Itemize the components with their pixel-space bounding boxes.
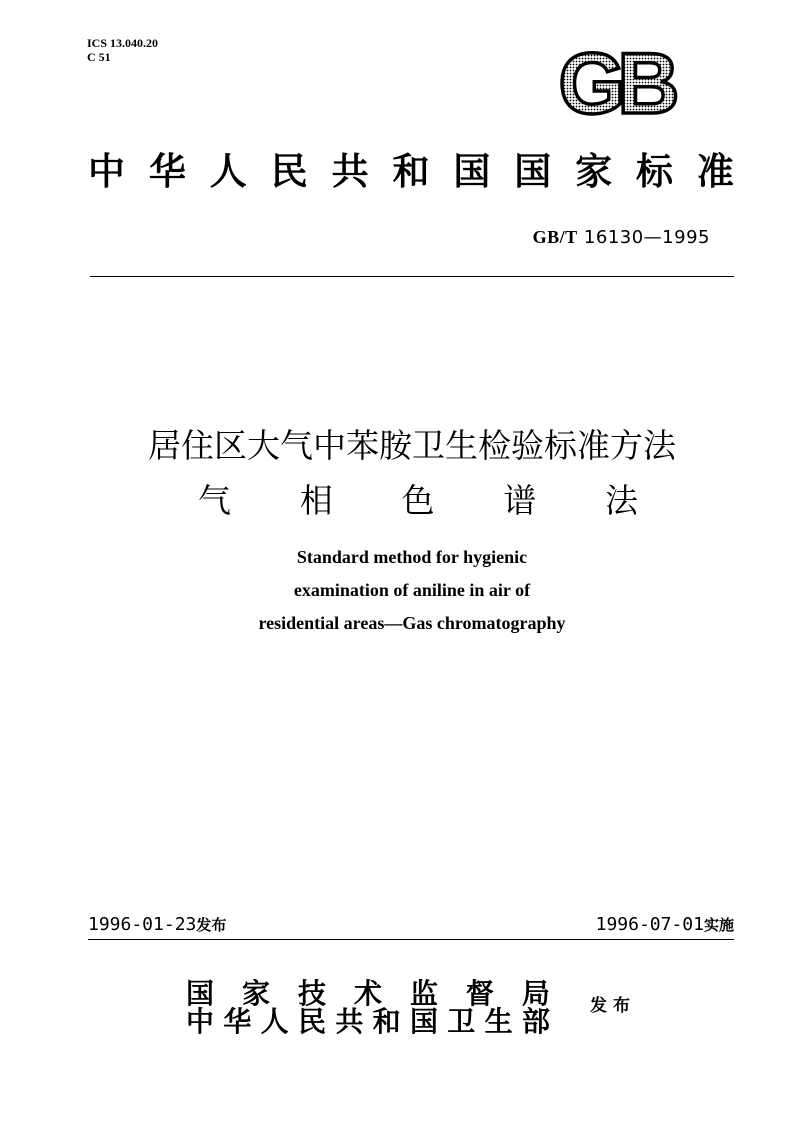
issuer-line-1-char: 国: [186, 977, 215, 1010]
standard-heading-char: 国: [453, 149, 491, 193]
issuer-line-2-char: 共: [335, 1005, 364, 1038]
issuer-line-2-char: 部: [521, 1005, 550, 1038]
chinese-subtitle-char: 色: [401, 481, 435, 520]
implement-date-label: 实施: [703, 916, 734, 934]
chinese-subtitle: [198, 480, 638, 522]
issuer-line-2: [186, 1006, 550, 1038]
issuer-line-1-char: 家: [241, 977, 270, 1010]
issuer-line-1-char: 监: [409, 977, 438, 1010]
issuer-line-1-char: 术: [353, 977, 382, 1010]
implement-date: [596, 914, 734, 936]
standard-heading-char: 准: [696, 149, 734, 193]
standard-code-number: 16130—1995: [583, 227, 710, 248]
publish-label: 发布: [590, 996, 636, 1016]
issuer-line-1-char: 技: [297, 977, 326, 1010]
standard-heading-char: 家: [575, 149, 613, 193]
english-title-line-3: residential areas—Gas chromatography: [258, 613, 566, 633]
gb-logo-text: GB: [558, 45, 672, 121]
chinese-title: 居住区大气中苯胺卫生检验标准方法: [148, 426, 676, 465]
issuer-line-2-char: 国: [409, 1005, 438, 1038]
issuer-line-2-char: 生: [484, 1005, 513, 1038]
standard-heading-char: 华: [148, 149, 186, 193]
standard-heading-char: 和: [392, 149, 430, 193]
chinese-subtitle-char: 相: [299, 481, 333, 520]
standard-heading-char: 中: [88, 149, 125, 193]
top-divider: [90, 276, 734, 277]
issuer-line-1-char: 局: [521, 977, 550, 1010]
gb-logo: [542, 45, 688, 121]
chinese-subtitle-char: 气: [198, 481, 231, 520]
issuer-line-2-char: 人: [260, 1005, 289, 1038]
issue-date-value: 1996-01-23: [88, 914, 197, 935]
bottom-divider: [88, 939, 734, 940]
standard-code: [533, 226, 710, 249]
implement-date-value: 1996-07-01: [595, 914, 704, 935]
standard-heading: [88, 148, 734, 194]
issuer-line-1-char: 督: [465, 977, 494, 1010]
issue-date: [88, 914, 226, 936]
standard-heading-char: 共: [331, 149, 369, 193]
standard-heading-char: 国: [514, 149, 552, 193]
ics-code: ICS 13.040.20: [87, 36, 159, 50]
standard-code-prefix: GB/T: [532, 227, 578, 247]
issuer-line-2-char: 和: [372, 1005, 401, 1038]
english-title-line-2: examination of aniline in air of: [293, 580, 531, 600]
issuer-line-2-char: 华: [223, 1005, 252, 1038]
issuer-line-2-char: 卫: [447, 1005, 476, 1038]
issuer-line-2-char: 民: [297, 1005, 326, 1038]
issue-date-label: 发布: [196, 916, 227, 934]
standard-heading-char: 标: [636, 149, 674, 193]
issuer-line-2-char: 中: [186, 1005, 215, 1038]
chinese-subtitle-char: 谱: [503, 481, 537, 520]
english-title-line-1: Standard method for hygienic: [296, 547, 528, 567]
ccs-code: C 51: [87, 50, 111, 64]
standard-heading-char: 人: [209, 149, 247, 193]
standard-heading-char: 民: [270, 149, 308, 193]
chinese-subtitle-char: 法: [605, 481, 638, 520]
